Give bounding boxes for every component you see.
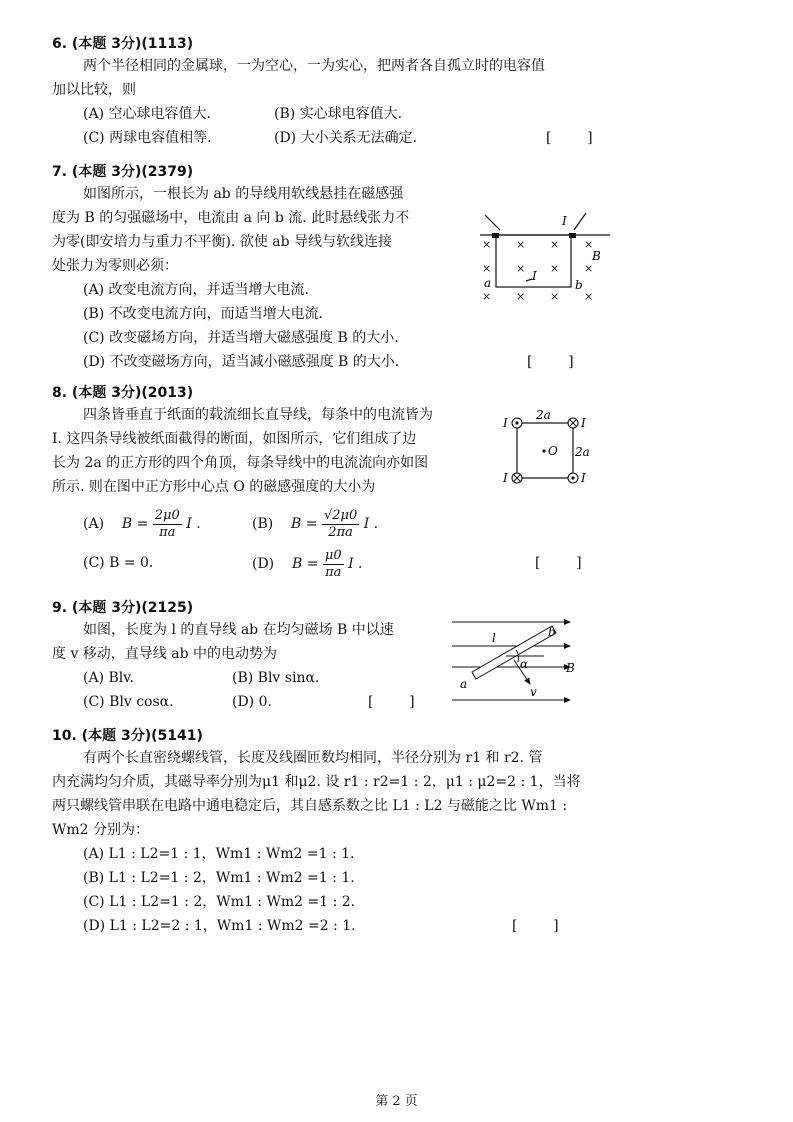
q7-option-c: (C) 改变磁场方向，并适当增大磁感强度 B 的大小.: [83, 330, 399, 346]
q10-option-c: (C) L1 : L2=1 : 2，Wm1 : Wm2 =1 : 2.: [83, 894, 356, 910]
fig-current-mid: I: [532, 269, 537, 283]
fig-point-b: b: [548, 625, 556, 639]
fig-center-label: O: [548, 444, 558, 458]
q8-option-b-lhs: B =: [291, 516, 318, 532]
q6-option-c: (C) 两球电容值相等.: [83, 130, 212, 146]
fig-point-b: b: [575, 278, 583, 292]
svg-text:×: ×: [482, 262, 492, 275]
svg-text:×: ×: [550, 290, 560, 303]
q10-option-b: (B) L1 : L2=1 : 2，Wm1 : Wm2 =1 : 1.: [83, 870, 355, 886]
q10-header: 10. (本题 3分)(5141): [52, 728, 203, 744]
q9-option-a: (A) Blv.: [83, 670, 134, 686]
q8-header: 8. (本题 3分)(2013): [52, 385, 194, 401]
right-clamp: [569, 233, 576, 238]
svg-text:×: ×: [550, 262, 560, 275]
q6-option-b: (B) 实心球电容值大.: [274, 106, 403, 122]
svg-text:×: ×: [584, 290, 594, 303]
q8-option-a-lhs: B =: [121, 516, 149, 532]
q8-stem-line4: 所示. 则在图中正方形中心点 O 的磁感强度的大小为: [52, 479, 376, 495]
q8-option-b-tail: I .: [363, 516, 379, 532]
fig-current-bl: I: [503, 471, 508, 485]
q10-stem-line3: 两只螺线管串联在电路中通电稳定后，其自感系数之比 L1 : L2 与磁能之比 Wm1 :: [52, 798, 568, 814]
q7-stem-line1: 如图所示，一根长为 ab 的导线用软线悬挂在磁感强: [83, 186, 404, 202]
q10-stem-line4: Wm2 分别为：: [52, 822, 150, 838]
q8-figure: [500, 404, 600, 488]
q7-figure: [470, 205, 620, 305]
q8-option-b: [252, 506, 378, 542]
fig-current-top: I: [562, 214, 567, 228]
q8-option-b-den: 2πa: [328, 524, 353, 540]
svg-text:×: ×: [516, 238, 526, 251]
q7-option-a: (A) 改变电流方向，并适当增大电流.: [83, 282, 309, 298]
q8-option-a-label: (A): [83, 516, 105, 532]
q8-option-d: [252, 546, 363, 582]
q6-option-a: (A) 空心球电容值大.: [83, 106, 211, 122]
fig-current-tr: I: [581, 416, 586, 430]
q8-option-d-tail: I .: [348, 556, 363, 572]
svg-text:×: ×: [550, 238, 560, 251]
q8-option-a-fraction: [153, 508, 182, 541]
q9-option-d: (D) 0.: [232, 694, 272, 710]
svg-text:×: ×: [516, 262, 526, 275]
q6-option-d: (D) 大小关系无法确定.: [274, 130, 418, 146]
q6-stem-line1: 两个半径相同的金属球，一为空心，一为实心，把两者各自孤立时的电容值: [83, 58, 545, 74]
q8-option-b-fraction: [322, 508, 359, 541]
q6-answer-bracket[interactable]: [ ]: [546, 130, 593, 146]
q8-option-a-tail: I .: [186, 516, 201, 532]
q8-option-d-fraction: [323, 548, 344, 581]
svg-text:×: ×: [482, 290, 492, 303]
dot-mark: [515, 421, 518, 424]
q8-option-a-den: πa: [159, 524, 176, 540]
q7-stem-line2: 度为 B 的匀强磁场中，电流由 a 向 b 流. 此时悬线张力不: [52, 210, 410, 226]
fig-velocity-label: v: [530, 685, 537, 699]
q8-option-a-num: 2μ0: [154, 507, 180, 523]
q10-answer-bracket[interactable]: [ ]: [512, 918, 559, 934]
fig-point-a: a: [460, 677, 468, 691]
center-point: [542, 449, 545, 452]
fig-point-a: a: [484, 276, 492, 290]
q8-option-d-den: πa: [325, 564, 342, 580]
q9-option-b: (B) Blv sinα.: [232, 670, 320, 686]
left-arrow-line: [485, 215, 500, 230]
q9-answer-bracket[interactable]: [ ]: [368, 694, 415, 710]
svg-text:×: ×: [584, 262, 594, 275]
fig-side-top: 2a: [536, 408, 551, 422]
q8-option-d-lhs: B =: [291, 556, 319, 572]
q7-stem-line4: 处张力为零则必须：: [52, 258, 178, 274]
q8-answer-bracket[interactable]: [ ]: [535, 555, 582, 571]
q9-header: 9. (本题 3分)(2125): [52, 600, 194, 616]
fig-length-label: l: [492, 631, 496, 645]
q8-option-d-num: μ0: [324, 547, 342, 563]
q10-stem-line1: 有两个长直密绕螺线管，长度及线圈匝数均相同，半径分别为 r1 和 r2. 管: [83, 750, 543, 766]
q8-stem-line2: I. 这四条导线被纸面截得的断面，如图所示，它们组成了边: [52, 431, 417, 447]
q7-stem-line3: 为零(即安培力与重力不平衡). 欲使 ab 导线与软线连接: [52, 234, 393, 250]
q7-option-b: (B) 不改变电流方向，而适当增大电流.: [83, 306, 324, 322]
fig-side-right: 2a: [575, 445, 590, 459]
q8-option-b-label: (B): [252, 516, 274, 532]
q7-header: 7. (本题 3分)(2379): [52, 164, 194, 180]
q10-option-a: (A) L1 : L2=1 : 1，Wm1 : Wm2 =1 : 1.: [83, 846, 355, 862]
q9-stem-line1: 如图，长度为 l 的直导线 ab 在均匀磁场 B 中以速: [83, 622, 394, 638]
fig-current-tl: I: [503, 416, 508, 430]
fig-current-br: I: [581, 471, 586, 485]
svg-text:×: ×: [516, 290, 526, 303]
fig-field-label: B: [566, 661, 575, 675]
q9-option-c: (C) Blv cosα.: [83, 694, 174, 710]
q8-stem-line1: 四条皆垂直于纸面的载流细长直导线，每条中的电流皆为: [83, 407, 433, 423]
q8-stem-line3: 长为 2a 的正方形的四个角顶，每条导线中的电流流向亦如图: [52, 455, 429, 471]
svg-text:×: ×: [584, 238, 594, 251]
q8-option-a: [83, 506, 201, 542]
q6-header: 6. (本题 3分)(1113): [52, 36, 194, 52]
q9-stem-line2: 度 v 移动，直导线 ab 中的电动势为: [52, 646, 278, 662]
page-number: 第 2 页: [375, 1094, 418, 1109]
right-arrow-line: [574, 213, 586, 230]
fig-angle-label: α: [520, 657, 529, 671]
q7-option-d: (D) 不改变磁场方向，适当减小磁感强度 B 的大小.: [83, 354, 400, 370]
q9-figure: [448, 612, 578, 712]
dot-mark: [571, 476, 574, 479]
q10-option-d: (D) L1 : L2=2 : 1，Wm1 : Wm2 =2 : 1.: [83, 918, 356, 934]
fig-field-label: B: [592, 249, 601, 263]
q8-option-c: (C) B = 0.: [83, 555, 154, 571]
rod: [472, 626, 556, 679]
q6-stem-line2: 加以比较，则: [52, 82, 136, 98]
q7-answer-bracket[interactable]: [ ]: [527, 354, 574, 370]
left-clamp: [492, 233, 499, 238]
field-crosses: [482, 238, 593, 303]
q8-option-b-num: √2μ0: [323, 507, 358, 523]
svg-text:×: ×: [482, 238, 492, 251]
q8-option-d-label: (D): [252, 556, 275, 572]
q10-stem-line2: 内充满均匀介质，其磁导率分别为μ1 和μ2. 设 r1 : r2=1 : 2，μ1 : μ2=2 : 1，当将: [52, 774, 581, 790]
